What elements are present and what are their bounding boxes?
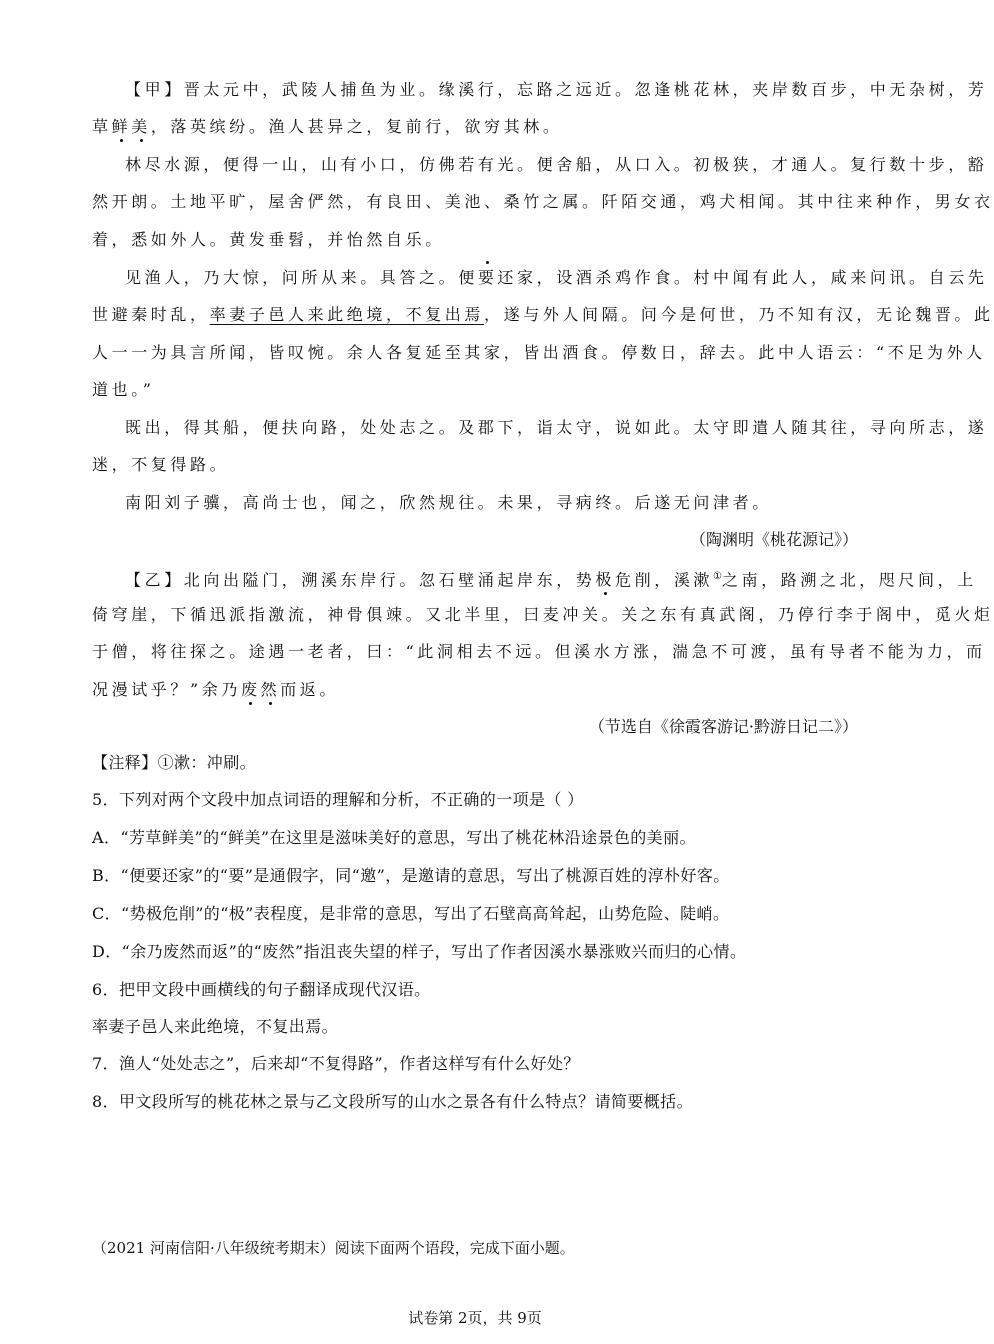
next-section-intro: （2021 河南信阳·八年级统考期末）阅读下面两个语段，完成下面小题。 (92, 1239, 575, 1257)
emphasis-dot-char: 要 (477, 268, 498, 287)
passage-jia-line: 人一一为具言所闻，皆叹惋。余人各复延至其家，皆出酒食。停数日，辞去。此中人语云：“不足为外人 (92, 343, 986, 362)
question-5-option-b: B．“便要还家”的“要”是通假字，同“邀”，是邀请的意思，写出了桃源百姓的淳朴好客。 (92, 866, 730, 885)
passage-jia-line: 然开朗。土地平旷，屋舍俨然，有良田、美池、桑竹之属。阡陌交通，鸡犬相闻。其中往来种作，男女衣 (92, 192, 994, 211)
passage-jia-line: 【甲】晋太元中，武陵人捕鱼为业。缘溪行，忘路之远近。忽逢桃花林，夹岸数百步，中无杂树，芳 (125, 80, 988, 99)
passage-yi-line: 倚穹崖，下循迅派指激流，神骨俱竦。又北半里，曰麦冲关。关之东有真武阁，乃停行李于阁中，觅火炬 (92, 605, 994, 624)
emphasis-dot-char: 然 (260, 680, 281, 699)
emphasis-dot-char: 极 (595, 570, 616, 590)
question-6: 6．把甲文段中画横线的句子翻译成现代汉语。 (92, 980, 431, 999)
passage-jia-line: 林尽水源，便得一山，山有小口，仿佛若有光。便舍船，从口入。初极狭，才通人。复行数十步，豁 (125, 155, 988, 174)
passage-jia-line: 南阳刘子骥，高尚士也，闻之，欣然规往。未果，寻病终。后遂无问津者。 (125, 493, 772, 512)
passage-yi-line: 【乙】北向出隘门，溯溪东岸行。忽石壁涌起岸东，势极危削，溪漱①之南，路溯之北，咫尺间，上 (125, 570, 977, 590)
passage-jia-line: 既出，得其船，便扶向路，处处志之。及郡下，诣太守，说如此。太守即遣人随其往，寻向所志，遂 (125, 418, 988, 437)
passage-yi-line: 于僧，将往探之。途遇一老者，曰：“此洞相去不远。但溪水方涨，湍急不可渡，虽有导者不能为力，而 (92, 642, 986, 661)
passage-jia-line: 着，悉如外人。黄发垂髫，并怡然自乐。 (92, 230, 445, 249)
passage-jia-line: 迷，不复得路。 (92, 455, 230, 474)
passage-jia-line: 世避秦时乱，率妻子邑人来此绝境，不复出焉，遂与外人间隔。问今是何世，乃不知有汉，无论魏晋。此 (92, 305, 994, 324)
question-7: 7．渔人“处处志之”，后来却“不复得路”，作者这样写有什么好处？ (92, 1054, 580, 1073)
question-5-option-d: D．“余乃废然而返”的“废然”指沮丧失望的样子，写出了作者因溪水暴涨败兴而归的心情。 (92, 942, 747, 961)
underlined-sentence: 率妻子邑人来此绝境，不复出焉 (209, 305, 485, 324)
source-citation: （陶渊明《桃花源记》） (689, 530, 858, 549)
passage-yi-line: 况漫试乎？”余乃废然而返。 (92, 680, 340, 699)
passage-jia-line: 见渔人，乃大惊，问所从来。具答之。便要还家，设酒杀鸡作食。村中闻有此人，咸来问讯。自云先 (125, 268, 988, 287)
page-footer: 试卷第 2页，共 9页 (408, 1309, 542, 1327)
emphasis-dot-char: 鲜 (111, 117, 132, 136)
question-6-sentence: 率妻子邑人来此绝境，不复出焉。 (92, 1017, 339, 1036)
annotation-note: 【注释】①漱：冲刷。 (92, 753, 257, 772)
source-citation: （节选自《徐霞客游记·黔游日记二》） (588, 717, 858, 736)
footnote-marker: ① (713, 571, 722, 582)
emphasis-dot-char: 废 (240, 680, 261, 699)
question-5: 5．下列对两个文段中加点词语的理解和分析，不正确的一项是（ ） (92, 790, 584, 809)
passage-jia-line: 道也。” (92, 380, 155, 399)
emphasis-dot-char: 美 (131, 117, 151, 136)
question-8: 8．甲文段所写的桃花林之景与乙文段所写的山水之景各有什么特点？请简要概括。 (92, 1092, 693, 1111)
question-5-option-a: A．“芳草鲜美”的“鲜美”在这里是滋味美好的意思，写出了桃花林沿途景色的美丽。 (92, 828, 696, 847)
question-5-option-c: C．“势极危削”的“极”表程度，是非常的意思，写出了石壁高高耸起，山势危险、陡峭。 (92, 904, 730, 923)
passage-jia-line: 草鲜美，落英缤纷。渔人甚异之，复前行，欲穷其林。 (92, 117, 563, 136)
